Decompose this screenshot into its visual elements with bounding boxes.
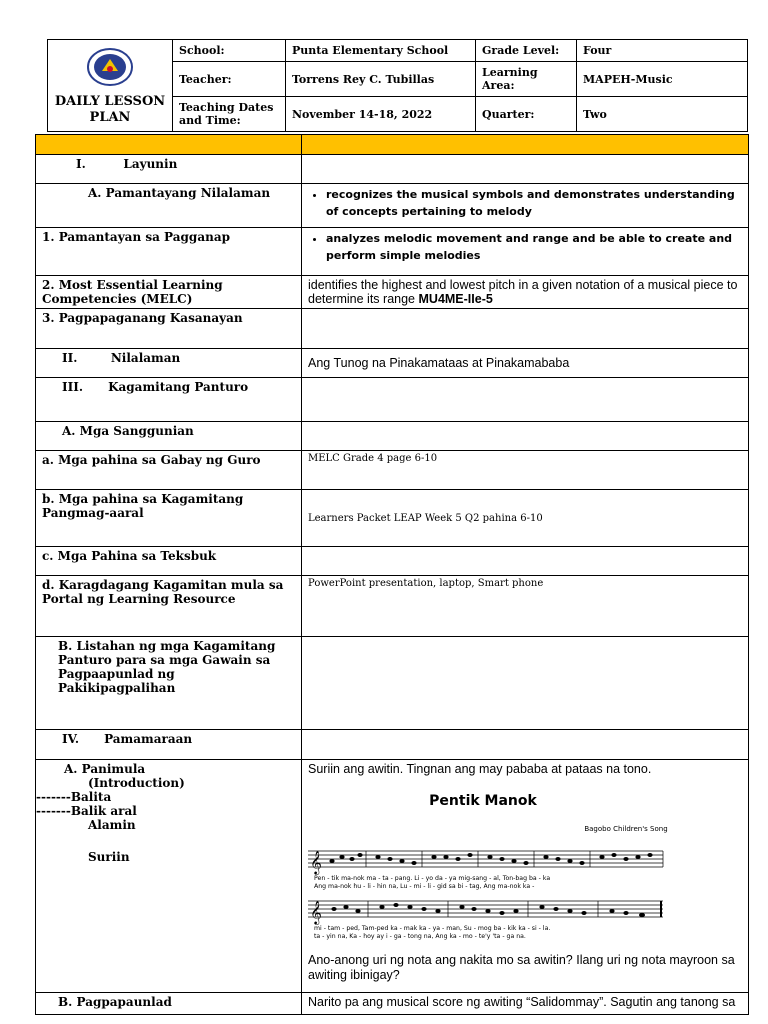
row-teksbuk [36, 547, 749, 576]
row-kagamitan [36, 378, 749, 422]
lyrics-2b: ta - yin na, Ka - hoy ay i - ga - tong na, Ang ka - mo - te'y 'ta - ga na. [314, 933, 526, 940]
teksbuk-label: c. Mga Pahina sa Teksbuk [36, 547, 302, 576]
gabay-label: a. Mga pahina sa Gabay ng Guro [36, 451, 302, 490]
title-line-1: DAILY LESSON [54, 94, 166, 109]
music-score-image [308, 783, 668, 945]
song-credit: Bagobo Children's Song [584, 825, 668, 833]
pamantayang-value: • recognizes the musical symbols and demonstrates understanding of concepts pertaining to melody [326, 186, 742, 220]
pagpapaunlad-label: B. Pagpapaunlad [36, 993, 302, 1015]
melc-label: 2. Most Essential Learning Competencies (MELC) [36, 276, 302, 309]
nilalaman-label: II. Nilalaman [36, 349, 302, 378]
alamin-label: Alamin [88, 818, 136, 832]
quarter-value: Two [577, 97, 748, 132]
nilalaman-value: Ang Tunog na Pinakamataas at Pinakamababa [302, 349, 749, 378]
grade-label: Grade Level: [476, 40, 577, 62]
area-label: Learning Area: [476, 62, 577, 97]
quarter-label: Quarter: [476, 97, 577, 132]
school-value: Punta Elementary School [286, 40, 476, 62]
row-melc [36, 276, 749, 309]
row-nilalaman [36, 349, 749, 378]
layunin-label: I. Layunin [36, 155, 302, 184]
dates-label: Teaching Dates and Time: [173, 97, 286, 132]
grade-value: Four [577, 40, 748, 62]
school-label: School: [173, 40, 286, 62]
row-pamantayang [36, 184, 749, 228]
song-title: Pentik Manok [429, 793, 537, 809]
panimula-label: A. Panimula [64, 762, 146, 776]
panimula-sub: (Introduction) [88, 776, 185, 790]
panimula-instruction: Suriin ang awitin. Tingnan ang may pababa at pataas na tono. [308, 762, 652, 776]
pangmag-label: b. Mga pahina sa Kagamitang Pangmag-aaral [36, 490, 302, 547]
row-pamamaraan [36, 730, 749, 760]
lyrics-1a: Pen - tik ma-nok ma - ta - pang. Li - yo da - ya mig-sang - al, Ton-bag ba - ka [314, 875, 551, 882]
row-sanggunian [36, 422, 749, 451]
row-pagganap [36, 228, 749, 276]
row-pangmag [36, 490, 749, 547]
row-layunin [36, 155, 749, 184]
row-portal [36, 576, 749, 637]
balita-label: -------Balita [36, 790, 112, 804]
melc-value: identifies the highest and lowest pitch in a given notation of a musical piece to determine its range [308, 278, 738, 306]
header-bar [36, 135, 749, 155]
title-line-2: PLAN [89, 110, 131, 125]
header-table [47, 39, 748, 132]
teacher-value: Torrens Rey C. Tubillas [286, 62, 476, 97]
kagamitan-label: III. Kagamitang Panturo [36, 378, 302, 422]
pagganap-value: • analyzes melodic movement and range and be able to create and perform simple melodies [326, 230, 742, 264]
row-panimula [36, 760, 749, 993]
lyrics-1b: Ang ma-nok hu - li - hin na, Lu - mi - li - gid sa bi - tag, Ang ma-nok ka - [314, 883, 535, 890]
area-value: MAPEH-Music [577, 62, 748, 97]
kasanayan-label: 3. Pagpapaganang Kasanayan [36, 309, 302, 349]
portal-label: d. Karagdagang Kagamitan mula sa Portal ng Learning Resource [36, 576, 302, 637]
listahan-label: B. Listahan ng mga Kagamitang Panturo para sa mga Gawain sa Pagpaapunlad ng Pakikipagpalihan [36, 637, 302, 730]
gabay-value: MELC Grade 4 page 6-10 [302, 451, 749, 490]
row-pagpapaunlad [36, 993, 749, 1015]
question-text: Ano-anong uri ng nota ang nakita mo sa awitin? Ilang uri ng nota mayroon sa awiting ibinigay? [308, 953, 735, 982]
teacher-label: Teacher: [173, 62, 286, 97]
row-kasanayan [36, 309, 749, 349]
deped-seal-icon [85, 47, 135, 87]
pangmag-value: Learners Packet LEAP Week 5 Q2 pahina 6-10 [302, 490, 749, 547]
sanggunian-label: A. Mga Sanggunian [36, 422, 302, 451]
row-listahan [36, 637, 749, 730]
row-gabay [36, 451, 749, 490]
pamantayang-label: A. Pamantayang Nilalaman [36, 184, 302, 228]
balik-aral-label: -------Balik aral [36, 804, 137, 818]
pagpapaunlad-value: Narito pa ang musical score ng awiting “Salidommay”. Sagutin ang tanong sa [302, 993, 749, 1015]
pamamaraan-label: IV. Pamamaraan [36, 730, 302, 760]
melc-code: MU4ME-IIe-5 [418, 292, 493, 306]
staff-2 [308, 901, 663, 917]
logo-cell [48, 40, 173, 132]
treble-clef-icon-2: 𝄞 [310, 900, 322, 924]
suriin-label: Suriin [88, 850, 130, 864]
dates-value: November 14-18, 2022 [286, 97, 476, 132]
portal-value: PowerPoint presentation, laptop, Smart phone [302, 576, 749, 637]
pagganap-label: 1. Pamantayan sa Pagganap [36, 228, 302, 276]
page-title [54, 94, 166, 126]
lyrics-2a: mi - tam - ped, Tam-ped ka - mak ka - ya - man, Su - mog ba - kik ka - si - la. [314, 925, 551, 932]
treble-clef-icon: 𝄞 [310, 850, 322, 874]
lesson-table [35, 134, 749, 1015]
